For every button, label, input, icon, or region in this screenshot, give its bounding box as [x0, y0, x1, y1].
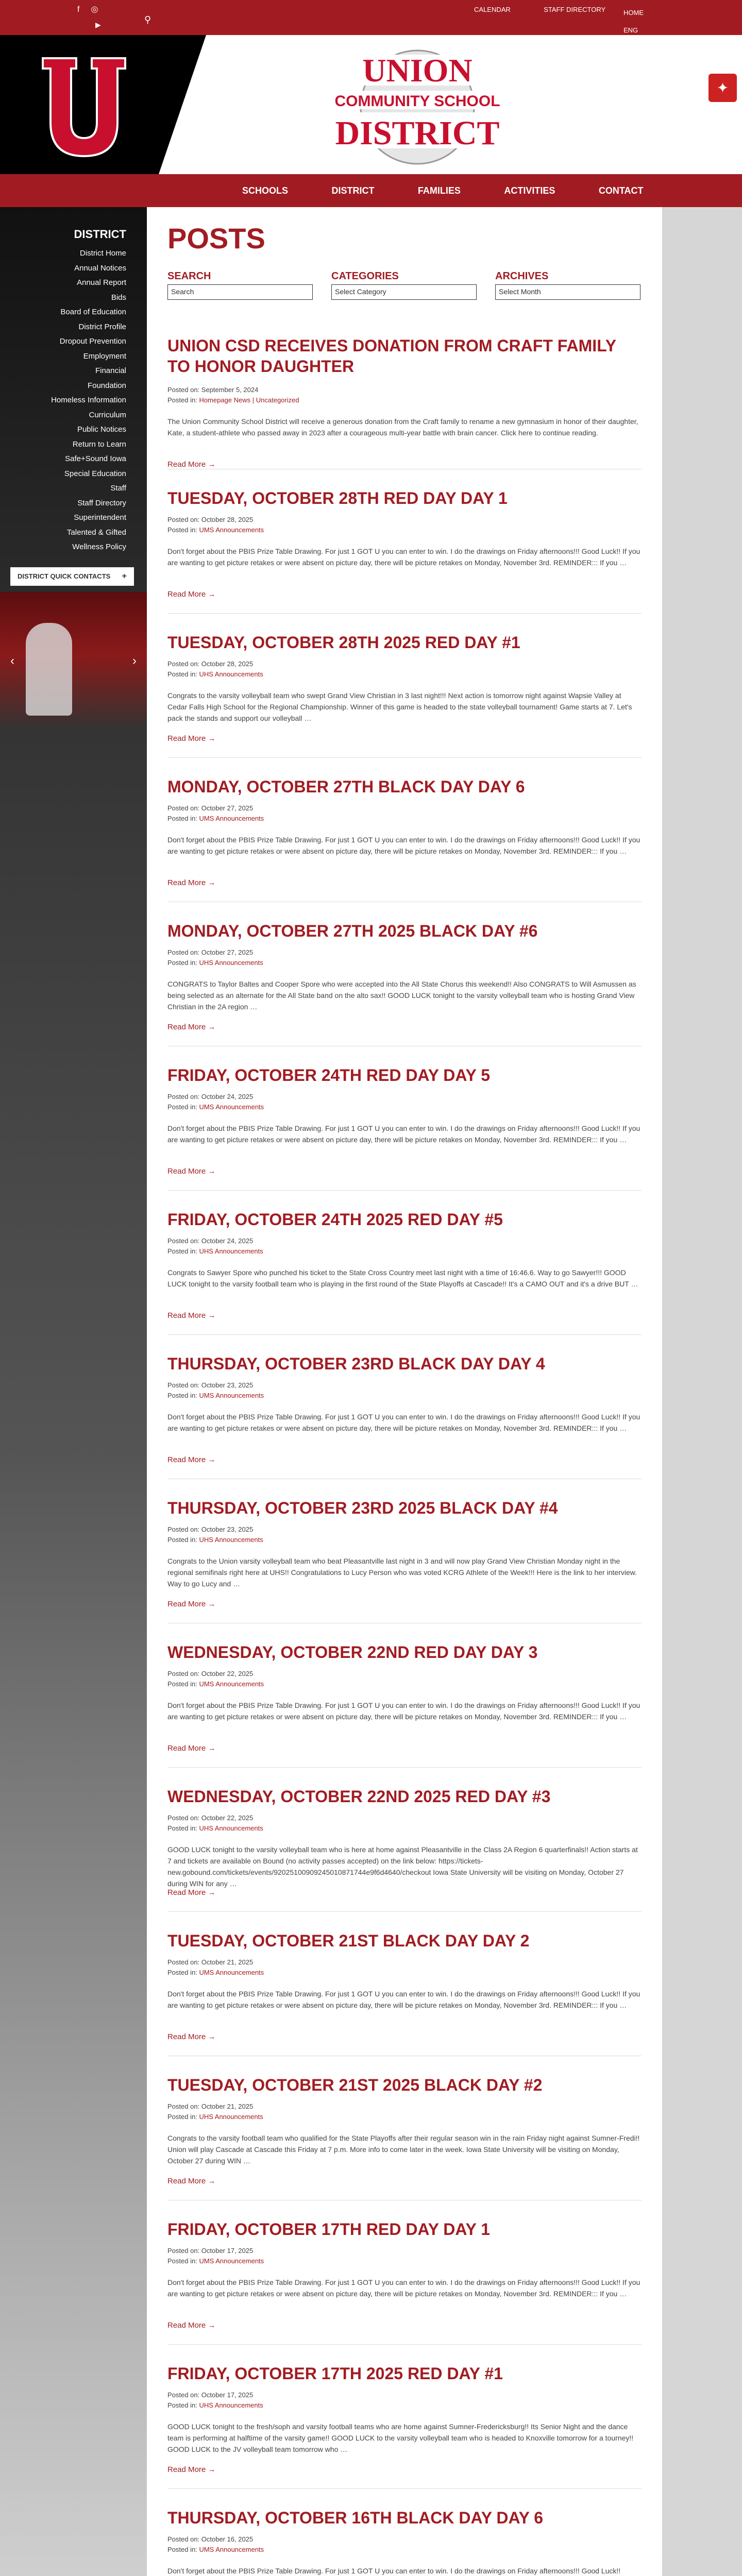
- post-category-link[interactable]: UMS Announcements: [199, 1103, 264, 1111]
- read-more-link[interactable]: Read More →: [167, 878, 216, 887]
- category-select[interactable]: Select Category: [331, 284, 477, 300]
- read-more-link[interactable]: Read More →: [167, 1744, 216, 1753]
- post-title[interactable]: FRIDAY, OCTOBER 17TH 2025 RED DAY #1: [167, 2364, 503, 2383]
- post-date: Posted on: October 28, 2025: [167, 660, 254, 668]
- post-title[interactable]: TUESDAY, OCTOBER 28TH 2025 RED DAY #1: [167, 633, 520, 652]
- post-excerpt: Don't forget about the PBIS Prize Table Drawing. For just 1 GOT U you can enter to win. I do the drawings on Friday afternoons!!! Good Luck!! If you are wanting to get picture retakes or were absent on picture day, there will be picture retakes on Monday, November 3rd. REMINDER::: If you …: [167, 1124, 640, 1144]
- page-title: POSTS: [167, 222, 265, 255]
- post-categories-row: Posted in: UMS Announcements: [167, 2257, 264, 2265]
- post-title[interactable]: WEDNESDAY, OCTOBER 22ND RED DAY DAY 3: [167, 1643, 538, 1662]
- archive-select[interactable]: Select Month: [495, 284, 640, 300]
- post-excerpt: Don't forget about the PBIS Prize Table Drawing. For just 1 GOT U you can enter to win. I do the drawings on Friday afternoons!!! Good Luck!! If you are wanting to get picture retakes or were absent on picture day, there will be picture retakes on Monday, November 3rd. REMINDER::: If you …: [167, 836, 640, 855]
- post-categories-row: Posted in: UMS Announcements: [167, 1969, 264, 1976]
- sidebar-item[interactable]: Staff: [110, 484, 126, 493]
- post-date: Posted on: October 17, 2025: [167, 2247, 254, 2255]
- quick-contacts-toggle[interactable]: [10, 567, 134, 586]
- read-more-link[interactable]: Read More →: [167, 2321, 216, 2330]
- post-categories-row: Posted in: UHS Announcements: [167, 670, 263, 678]
- sidebar-item[interactable]: Curriculum: [89, 410, 126, 419]
- post-item: [167, 758, 642, 902]
- read-more-link[interactable]: Read More →: [167, 2032, 216, 2041]
- post-title[interactable]: THURSDAY, OCTOBER 16TH BLACK DAY DAY 6: [167, 2509, 544, 2527]
- logo-line1: UNION: [362, 52, 473, 89]
- post-category-link[interactable]: UMS Announcements: [199, 2257, 264, 2265]
- chevron-right-icon[interactable]: ›: [132, 653, 137, 668]
- sidebar-item[interactable]: Financial: [95, 366, 126, 375]
- language-toggle[interactable]: ENG: [623, 26, 638, 34]
- sidebar-title: DISTRICT: [74, 228, 126, 241]
- sidebar-item[interactable]: Talented & Gifted: [66, 528, 126, 537]
- post-categories-row: Posted in: UMS Announcements: [167, 1103, 264, 1111]
- post-date: Posted on: October 21, 2025: [167, 1958, 254, 1966]
- district-logo[interactable]: [314, 45, 520, 169]
- post-meta: [167, 2390, 642, 2411]
- post-categories-row: Posted in: UHS Announcements: [167, 2113, 263, 2121]
- post-category-link[interactable]: UHS Announcements: [199, 1536, 263, 1544]
- post-category-link[interactable]: UHS Announcements: [199, 959, 263, 967]
- category-label: CATEGORIES: [331, 270, 399, 282]
- post-item: [167, 1046, 642, 1191]
- search-label: SEARCH: [167, 270, 211, 282]
- union-u-logo[interactable]: [40, 56, 128, 159]
- photo-slider[interactable]: [0, 592, 147, 730]
- post-item: [167, 1479, 642, 1623]
- post-excerpt: The Union Community School District will receive a generous donation from the Craft family to rename a new gymnasium in honor of their daughter, Kate, a student-athlete who passed away in 2023 after a courageous multi-year battle with brain cancer. Click here to continue reading.: [167, 417, 638, 437]
- post-meta: [167, 1380, 642, 1401]
- post-title[interactable]: TUESDAY, OCTOBER 21ST 2025 BLACK DAY #2: [167, 2076, 543, 2094]
- sidebar: [0, 207, 147, 2576]
- nav-activities[interactable]: ACTIVITIES: [504, 185, 555, 196]
- post-date: Posted on: October 22, 2025: [167, 1670, 254, 1677]
- post-categories-row: Posted in: UHS Announcements: [167, 1824, 263, 1832]
- post-categories-row: Posted in: UHS Announcements: [167, 1247, 263, 1255]
- post-title[interactable]: FRIDAY, OCTOBER 17TH RED DAY DAY 1: [167, 2220, 490, 2239]
- staff-directory-link[interactable]: STAFF DIRECTORY: [544, 6, 606, 13]
- main-nav: [0, 174, 742, 207]
- post-excerpt: Don't forget about the PBIS Prize Table Drawing. For just 1 GOT U you can enter to win. I do the drawings on Friday afternoons!!! Good Luck!! If you are wanting to get picture retakes or were absent on picture day, there will be picture retakes on Monday, November 3rd. REMINDER::: If you …: [167, 1413, 640, 1432]
- volleyball-player-image: [26, 623, 72, 716]
- post-excerpt: Congrats to the Union varsity volleyball team who beat Pleasantville last night in 3 and will now play Grand View Christian Monday night in the regional semifinals right here at UHS!! Congratulations to Lucy Person who was voted KCRG Athlete of the Week!!! Here is the link to her interview. Way to go Lucy and …: [167, 1557, 637, 1588]
- sidebar-item[interactable]: Superintendent: [74, 513, 126, 522]
- post-meta: [167, 659, 642, 680]
- post-list: [167, 317, 642, 2576]
- sidebar-item[interactable]: Annual Report: [77, 278, 126, 287]
- post-title[interactable]: TUESDAY, OCTOBER 28TH RED DAY DAY 1: [167, 489, 508, 507]
- post-title[interactable]: THURSDAY, OCTOBER 23RD 2025 BLACK DAY #4: [167, 1499, 558, 1517]
- post-date: Posted on: October 24, 2025: [167, 1237, 254, 1245]
- post-date: Posted on: October 27, 2025: [167, 804, 254, 812]
- post-date: Posted on: October 23, 2025: [167, 1526, 254, 1533]
- post-excerpt: Congrats to the varsity football team who qualified for the State Playoffs after their regular season win in the rain Friday night against Sumner-Fredi!! Union will play Cascade at Cascade this Friday at 7 p.m. More info to come later in the week. Iowa State University will be visiting on Monday, October 27 during WIN …: [167, 2134, 640, 2165]
- post-categories-row: Posted in: UMS Announcements: [167, 815, 264, 822]
- post-item: [167, 1768, 642, 1912]
- post-item: [167, 2489, 642, 2576]
- post-meta: [167, 1957, 642, 1978]
- read-more-link[interactable]: Read More →: [167, 1455, 216, 1464]
- home-link[interactable]: HOME: [623, 9, 644, 16]
- site-header: [0, 35, 742, 174]
- post-date: Posted on: October 21, 2025: [167, 2103, 254, 2110]
- post-meta: [167, 1669, 642, 1689]
- post-excerpt: Don't forget about the PBIS Prize Table Drawing. For just 1 GOT U you can enter to win. I do the drawings on Friday afternoons!!! Good Luck!! If you are wanting to get picture retakes or were absent on picture day, there will be picture retakes on Monday, November 3rd. REMINDER::: If you …: [167, 1701, 640, 1721]
- facebook-icon[interactable]: f: [77, 5, 80, 14]
- post-meta: [167, 803, 642, 824]
- post-excerpt: Don't forget about the PBIS Prize Table Drawing. For just 1 GOT U you can enter to win. I do the drawings on Friday afternoons!!! Good Luck!! If you are wanting to get picture retakes or were absent on picture day, there will be picture retakes on Monday, November 3rd. REMINDER::: If you …: [167, 1990, 640, 2009]
- read-more-link[interactable]: Read More →: [167, 2177, 216, 2185]
- post-item: [167, 614, 642, 758]
- sidebar-item[interactable]: District Home: [79, 249, 126, 258]
- nav-families[interactable]: FAMILIES: [417, 185, 461, 196]
- post-excerpt: Congrats to Sawyer Spore who punched his ticket to the State Cross Country meet last night with a time of 16:46.6. Way to go Sawyer!!! GOOD LUCK tonight to the varsity football team who is playing in the first round of the State Playoffs at Cascade!! It's a CAMO OUT and it's a drive BUT …: [167, 1268, 638, 1288]
- post-excerpt: Don't forget about the PBIS Prize Table Drawing. For just 1 GOT U you can enter to win. I do the drawings on Friday afternoons!!! Good Luck!! If you are wanting to get picture retakes or were absent on picture day, there will be picture retakes on Monday, November 3rd. REMINDER::: If you …: [167, 2278, 640, 2298]
- search-input[interactable]: Search: [167, 284, 313, 300]
- post-item: [167, 2056, 642, 2200]
- post-item: [167, 1912, 642, 2056]
- search-icon[interactable]: ⚲: [144, 14, 151, 25]
- post-title[interactable]: MONDAY, OCTOBER 27TH 2025 BLACK DAY #6: [167, 922, 538, 940]
- sidebar-item[interactable]: Wellness Policy: [72, 543, 126, 551]
- post-category-link[interactable]: UMS Announcements: [199, 1969, 264, 1976]
- post-categories-row: Posted in: UMS Announcements: [167, 2546, 264, 2553]
- post-categories-row: Posted in: UMS Announcements: [167, 1680, 264, 1688]
- post-category-link[interactable]: UMS Announcements: [199, 1680, 264, 1688]
- post-excerpt: Don't forget about the PBIS Prize Table Drawing. For just 1 GOT U you can enter to win. I do the drawings on Friday afternoons!!! Good Luck!!: [167, 2567, 621, 2575]
- sidebar-item[interactable]: Employment: [83, 351, 126, 361]
- post-item: [167, 317, 642, 469]
- sidebar-item[interactable]: Foundation: [87, 381, 126, 390]
- post-category-link[interactable]: UHS Announcements: [199, 1247, 263, 1255]
- post-item: [167, 1191, 642, 1335]
- post-category-link[interactable]: UHS Announcements: [199, 670, 263, 678]
- post-category-link[interactable]: UMS Announcements: [199, 2546, 264, 2553]
- post-categories-row: Posted in: Homepage News | Uncategorized: [167, 396, 299, 404]
- category-filter: [331, 270, 477, 300]
- post-title[interactable]: FRIDAY, OCTOBER 24TH RED DAY DAY 5: [167, 1066, 490, 1084]
- read-more-link[interactable]: Read More →: [167, 1311, 216, 1320]
- post-title[interactable]: UNION CSD RECEIVES DONATION FROM CRAFT FAMILY TO HONOR DAUGHTER: [167, 336, 616, 376]
- post-meta: [167, 2246, 642, 2266]
- post-excerpt: Congrats to the varsity volleyball team who swept Grand View Christian in 3 last night!!! Next action is tomorrow night against Wapsie Valley at Cedar Falls High School for the Regional Championship. Winner of this game is headed to the state volleyball tournament! Game starts at 7. Let's pack the stands and support our volleyball …: [167, 691, 632, 722]
- calendar-link[interactable]: CALENDAR: [474, 6, 511, 13]
- nav-contact[interactable]: CONTACT: [598, 185, 644, 196]
- accessibility-icon[interactable]: ✦: [709, 74, 737, 102]
- post-category-link[interactable]: UMS Announcements: [199, 526, 264, 534]
- post-excerpt: GOOD LUCK tonight to the fresh/soph and varsity football teams who are home against Sumner-Fredericksburg!! Its Senior Night and the dance team is performing at halftime of the varsity game!! GOOD LUCK to the varsity volleyball team who is headed to Knoxville tomorrow for a tourney!! GOOD LUCK to the JV volleyball team tomorrow who …: [167, 2422, 634, 2453]
- post-excerpt: CONGRATS to Taylor Baltes and Cooper Spore who were accepted into the All State Chorus this weekend!! Also CONGRATS to Will Asmussen as being selected as an alternate for the All State band on the alto sax!! GOOD LUCK tonight to the varsity volleyball team who is hosting Grand View Christian in the 2A region …: [167, 980, 636, 1011]
- sidebar-item[interactable]: Annual Notices: [74, 263, 126, 273]
- post-title[interactable]: MONDAY, OCTOBER 27TH BLACK DAY DAY 6: [167, 777, 525, 796]
- post-category-link[interactable]: UMS Announcements: [199, 1392, 264, 1399]
- sidebar-item[interactable]: Bids: [111, 293, 126, 302]
- nav-district[interactable]: DISTRICT: [331, 185, 375, 196]
- read-more-link[interactable]: Read More →: [167, 590, 216, 599]
- archive-label: ARCHIVES: [495, 270, 549, 282]
- post-date: Posted on: October 23, 2025: [167, 1381, 254, 1389]
- post-meta: [167, 385, 642, 405]
- instagram-icon[interactable]: ◎: [91, 5, 98, 14]
- logo-line3: DISTRICT: [335, 114, 500, 152]
- post-meta: [167, 1524, 642, 1545]
- sidebar-item[interactable]: District Profile: [78, 322, 126, 331]
- post-item: [167, 469, 642, 614]
- post-meta: [167, 2102, 642, 2122]
- post-date: Posted on: October 16, 2025: [167, 2535, 254, 2543]
- post-item: [167, 1335, 642, 1479]
- logo-line2: COMMUNITY SCHOOL: [334, 93, 500, 110]
- main-content: [147, 207, 662, 2576]
- read-more-link[interactable]: Read More →: [167, 1888, 216, 1897]
- nav-schools[interactable]: SCHOOLS: [242, 185, 289, 196]
- plus-icon: +: [122, 571, 127, 581]
- post-meta: [167, 1236, 642, 1257]
- post-categories-row: Posted in: UHS Announcements: [167, 2401, 263, 2409]
- sidebar-item[interactable]: Return to Learn: [72, 439, 126, 449]
- post-meta: [167, 1092, 642, 1112]
- sidebar-item[interactable]: Special Education: [64, 469, 126, 478]
- post-item: [167, 2200, 642, 2345]
- post-item: [167, 1623, 642, 1768]
- read-more-link[interactable]: Read More →: [167, 2465, 216, 2474]
- read-more-link[interactable]: Read More →: [167, 1167, 216, 1176]
- post-title[interactable]: TUESDAY, OCTOBER 21ST BLACK DAY DAY 2: [167, 1931, 530, 1950]
- post-categories-row: Posted in: UMS Announcements: [167, 1392, 264, 1399]
- post-date: Posted on: September 5, 2024: [167, 386, 259, 394]
- post-category-link[interactable]: UHS Announcements: [199, 1824, 263, 1832]
- read-more-link[interactable]: Read More →: [167, 460, 216, 469]
- quick-contacts-label: DISTRICT QUICK CONTACTS: [18, 572, 111, 580]
- post-filters: [167, 270, 642, 317]
- post-meta: [167, 947, 642, 968]
- social-links: [77, 4, 139, 14]
- post-meta: [167, 2534, 642, 2555]
- post-meta: [167, 1813, 642, 1834]
- post-excerpt: GOOD LUCK tonight to the varsity volleyball team who is here at home against Pleasantville in the Class 2A Region 6 quarterfinals!! Action starts at 7 and tickets are available on Bound (no activity passes accepted) on the link below: https://tickets-new.gobound.com/tickets/events/92025100909245010871744e9f6d4640/checkout Iowa State University will be visiting on Monday, October 27 during WIN for any …: [167, 1845, 638, 1888]
- archive-filter: [495, 270, 640, 300]
- sidebar-item[interactable]: Board of Education: [60, 308, 126, 316]
- post-title[interactable]: FRIDAY, OCTOBER 24TH 2025 RED DAY #5: [167, 1210, 503, 1229]
- search-filter: [167, 270, 313, 300]
- sidebar-item[interactable]: Public Notices: [77, 425, 126, 434]
- post-item: [167, 902, 642, 1046]
- post-excerpt: Don't forget about the PBIS Prize Table Drawing. For just 1 GOT U you can enter to win. I do the drawings on Friday afternoons!!! Good Luck!! If you are wanting to get picture retakes or were absent on picture day, there will be picture retakes on Monday, November 3rd. REMINDER::: If you …: [167, 547, 640, 567]
- sidebar-item[interactable]: Safe+Sound Iowa: [65, 454, 126, 463]
- post-categories-row: Posted in: UHS Announcements: [167, 959, 263, 967]
- post-categories-row: Posted in: UHS Announcements: [167, 1536, 263, 1544]
- post-categories-row: Posted in: UMS Announcements: [167, 526, 264, 534]
- sidebar-item[interactable]: Staff Directory: [77, 498, 126, 507]
- chevron-left-icon[interactable]: ‹: [10, 653, 14, 668]
- post-category-link[interactable]: UHS Announcements: [199, 2401, 263, 2409]
- read-more-link[interactable]: Read More →: [167, 1600, 216, 1608]
- post-category-link[interactable]: UHS Announcements: [199, 2113, 263, 2121]
- post-category-link[interactable]: UMS Announcements: [199, 815, 264, 822]
- top-bar: [0, 0, 742, 35]
- sidebar-item[interactable]: Homeless Information: [51, 396, 126, 404]
- post-date: Posted on: October 22, 2025: [167, 1814, 254, 1822]
- youtube-icon[interactable]: ▶: [95, 21, 101, 29]
- post-date: Posted on: October 28, 2025: [167, 516, 254, 523]
- post-item: [167, 2345, 642, 2489]
- post-date: Posted on: October 17, 2025: [167, 2391, 254, 2399]
- post-meta: [167, 515, 642, 535]
- post-title[interactable]: THURSDAY, OCTOBER 23RD BLACK DAY DAY 4: [167, 1354, 545, 1373]
- read-more-link[interactable]: Read More →: [167, 1023, 216, 1031]
- post-title[interactable]: WEDNESDAY, OCTOBER 22ND 2025 RED DAY #3: [167, 1787, 551, 1806]
- post-date: Posted on: October 27, 2025: [167, 948, 254, 956]
- sidebar-item[interactable]: Dropout Prevention: [59, 337, 126, 346]
- post-date: Posted on: October 24, 2025: [167, 1093, 254, 1100]
- read-more-link[interactable]: Read More →: [167, 734, 216, 743]
- post-category-link[interactable]: Homepage News | Uncategorized: [199, 396, 299, 404]
